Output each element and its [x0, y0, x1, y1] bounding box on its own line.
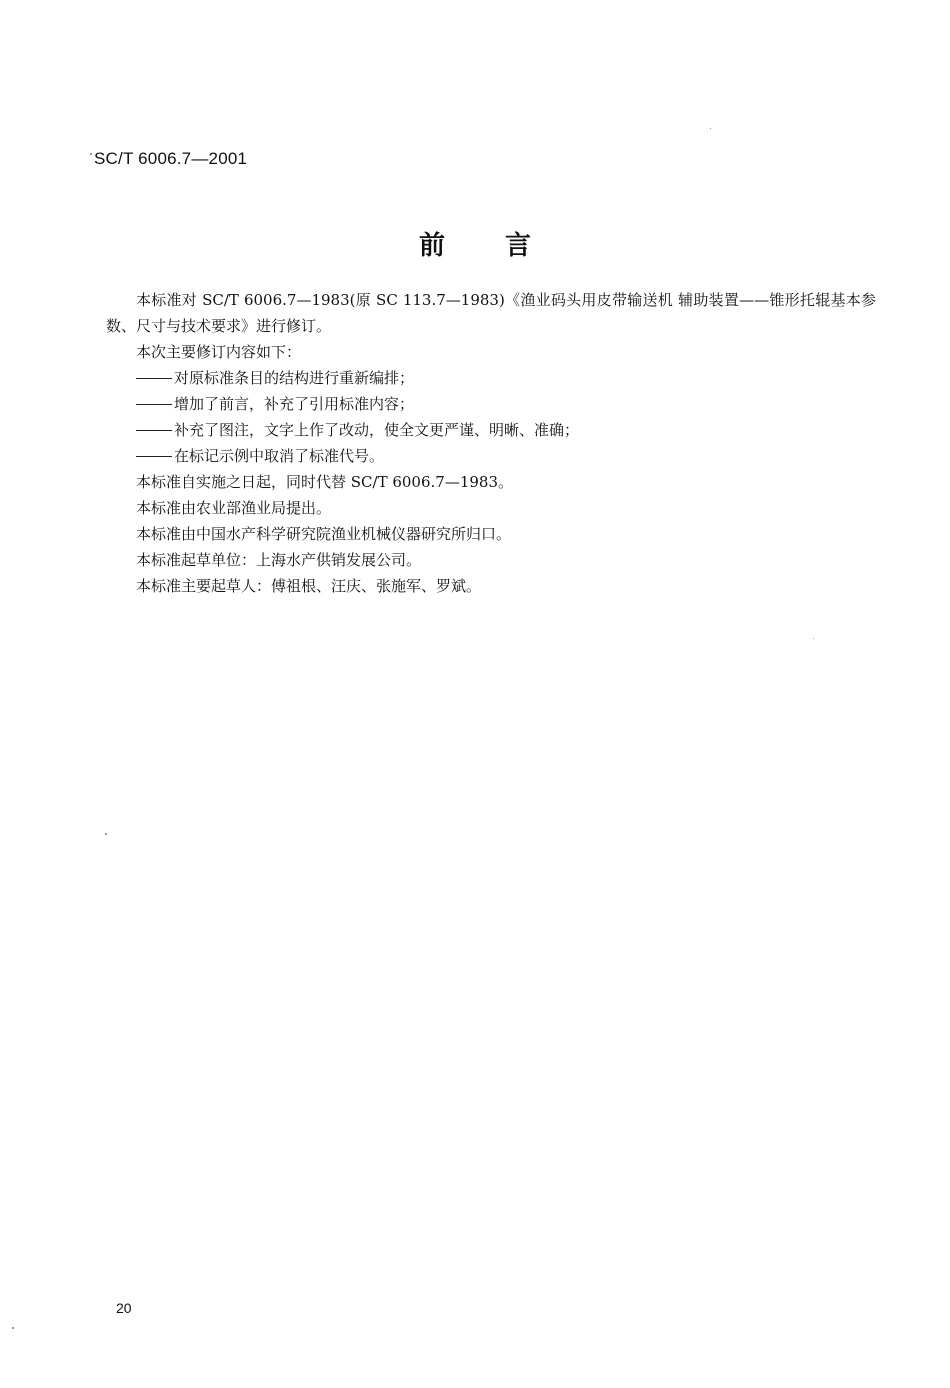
page-title: 前言 [418, 231, 591, 261]
change-item-text: 对原标准条目的结构进行重新编排； [174, 369, 415, 387]
change-item-text: 在标记示例中取消了标准代号。 [174, 447, 385, 465]
foreword-body [106, 287, 876, 599]
change-item [106, 365, 876, 391]
scan-speck [105, 833, 107, 835]
page-number: 20 [116, 1300, 132, 1316]
change-item-text: 补充了图注，文字上作了改动，使全文更严谨、明晰、准确； [174, 421, 580, 439]
standard-code: SC/T 6006.7—2001 [94, 149, 248, 168]
dash-mark [136, 430, 172, 431]
scan-speck [813, 638, 814, 639]
paragraph-centralized: 本标准由中国水产科学研究院渔业机械仪器研究所归口。 [136, 525, 512, 543]
change-item [106, 417, 876, 443]
paragraph-replaces: 本标准自实施之日起，同时代替 SC/T 6006.7—1983。 [136, 473, 514, 491]
dash-mark [136, 404, 172, 405]
change-item-text: 增加了前言，补充了引用标准内容； [174, 395, 415, 413]
paragraph-drafting-unit: 本标准起草单位：上海水产供销发展公司。 [136, 551, 422, 569]
scan-speck [90, 153, 92, 155]
scan-speck [710, 128, 711, 129]
dash-mark [136, 378, 172, 379]
paragraph-proposer: 本标准由农业部渔业局提出。 [136, 499, 332, 517]
dash-mark [136, 456, 172, 457]
change-item [106, 391, 876, 417]
paragraph-drafters: 本标准主要起草人：傅祖根、汪庆、张施军、罗斌。 [136, 577, 482, 595]
scan-speck [12, 1327, 14, 1329]
paragraph-revision-basis: 本标准对 SC/T 6006.7—1983(原 SC 113.7—1983)《渔业码头用皮带输送机 辅助装置——锥形托辊基本参数、尺寸与技术要求》进行修订。 [106, 291, 876, 335]
change-item [106, 443, 876, 469]
paragraph-changes-intro: 本次主要修订内容如下： [136, 343, 302, 361]
